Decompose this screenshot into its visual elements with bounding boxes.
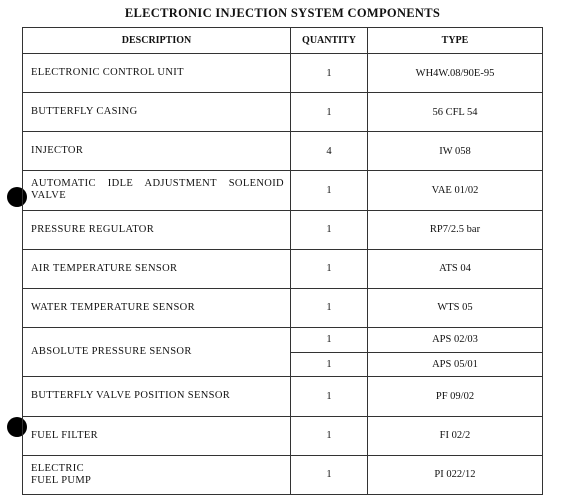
description-cell	[23, 455, 291, 494]
type-cell: 56 CFL 54	[368, 93, 543, 132]
type-cell: APS 02/03	[368, 327, 543, 352]
table-row	[23, 132, 543, 171]
table-title: ELECTRONIC INJECTION SYSTEM COMPONENTS	[124, 6, 441, 20]
table-row	[23, 54, 543, 93]
table-row	[23, 288, 543, 327]
table-row	[23, 377, 543, 416]
table-row	[23, 327, 543, 352]
table-row	[23, 455, 543, 494]
quantity-cell: 1	[291, 455, 368, 494]
quantity-cell: 1	[291, 327, 368, 352]
description-cell: ABSOLUTE PRESSURE SENSOR	[23, 327, 291, 376]
header-row	[23, 28, 543, 54]
type-cell: WH4W.08/90E-95	[368, 54, 543, 93]
description-cell: AUTOMATIC IDLE ADJUSTMENT SOLENOID VALVE	[23, 171, 291, 210]
description-cell: BUTTERFLY VALVE POSITION SENSOR	[23, 377, 291, 416]
column-header-type: TYPE	[368, 28, 543, 54]
quantity-cell: 1	[291, 377, 368, 416]
components-table	[22, 27, 543, 495]
description-cell: ELECTRONIC CONTROL UNIT	[23, 54, 291, 93]
description-cell: AIR TEMPERATURE SENSOR	[23, 249, 291, 288]
quantity-cell: 1	[291, 352, 368, 377]
description-cell: FUEL FILTER	[23, 416, 291, 455]
type-cell: PF 09/02	[368, 377, 543, 416]
table-row	[23, 171, 543, 210]
quantity-cell: 4	[291, 132, 368, 171]
quantity-cell: 1	[291, 171, 368, 210]
description-cell: BUTTERFLY CASING	[23, 93, 291, 132]
column-header-quantity: QUANTITY	[291, 28, 368, 54]
type-cell: RP7/2.5 bar	[368, 210, 543, 249]
table-row	[23, 93, 543, 132]
quantity-cell: 1	[291, 210, 368, 249]
description-text: ELECTRIC FUEL PUMP	[31, 462, 92, 486]
quantity-cell: 1	[291, 54, 368, 93]
quantity-cell: 1	[291, 416, 368, 455]
type-cell: FI 02/2	[368, 416, 543, 455]
quantity-cell: 1	[291, 288, 368, 327]
type-cell: ATS 04	[368, 249, 543, 288]
description-cell: WATER TEMPERATURE SENSOR	[23, 288, 291, 327]
table-row	[23, 249, 543, 288]
type-cell: APS 05/01	[368, 352, 543, 377]
type-cell: IW 058	[368, 132, 543, 171]
type-cell: VAE 01/02	[368, 171, 543, 210]
column-header-description: DESCRIPTION	[23, 28, 291, 54]
quantity-cell: 1	[291, 249, 368, 288]
quantity-cell: 1	[291, 93, 368, 132]
table-row	[23, 416, 543, 455]
type-cell: PI 022/12	[368, 455, 543, 494]
description-cell: PRESSURE REGULATOR	[23, 210, 291, 249]
table-row	[23, 210, 543, 249]
type-cell: WTS 05	[368, 288, 543, 327]
description-cell: INJECTOR	[23, 132, 291, 171]
